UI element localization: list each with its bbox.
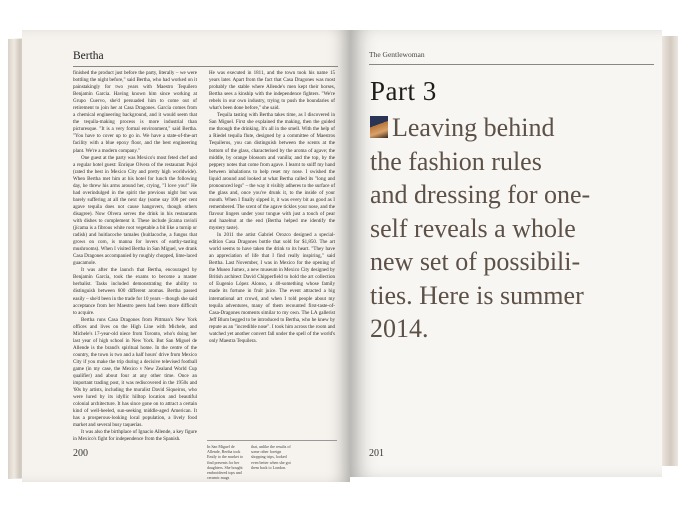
portrait-thumbnail-icon xyxy=(370,116,388,138)
paragraph: Tequila tasting with Bertha takes time, as I discovered in San Miguel. First she explained the making, then the guided me through the drinking. It's all in the smell. With the help of a Riedel tequila flute, designed by a committee of Maestros Tequileros, you can distinguish between the scents at the bottom of the glass, characterised by the aroma of agave; the middle, by orange blossom and vanilla; and the top, by the peppery notes that come from agave. I learnt to sniff my hand between inhalations to help reset my nose. I swished the liquid around and looked at what Bertha called its "long and pronounced legs" – the way it visibly adheres to the surface of the glass and, once you've drunk it, to the inside of your mouth. When I finally sipped it, it was every bit as good as I remembered. The scent of the agave tickles your nose, and the flavour lingers under your tongue with just a touch of pear and hazelnut at the end (Bertha helped me identify the mystery taste). xyxy=(209,112,335,232)
caption-text-2: that, unlike the results of some other foreign shopping trips, looked even better when she got them back to London. xyxy=(251,444,291,470)
running-head-left: Bertha xyxy=(73,50,104,62)
pull-quote xyxy=(370,111,660,346)
pull-quote-line xyxy=(370,111,660,145)
body-column-1 xyxy=(73,70,197,443)
header-rule-left xyxy=(73,66,338,67)
pull-quote-line: and dressing for one- xyxy=(370,180,591,209)
running-head-right: The Gentlewoman xyxy=(369,50,425,59)
header-rule-right xyxy=(369,64,654,65)
paragraph: It was after the launch that Bertha, encouraged by Benjamín García, took the exams to become a master herbalist. Tasks included demonstrating the ability to distinguish between 600 different aromas. Bertha passed easily – she'd been in the trade for 10 years – though she said acceptance from her Maestro peers had been more difficult to acquire. xyxy=(73,267,197,316)
paragraph: He was executed in 1811, and the town took his name 15 years later. Apart from the fact that Casa Dragones was most probably the stable where Allende's men kept their horses, Bertha sees a kinship with the independence fighters. "We're rebels in our own industry, trying to push the boundaries of what's been done before," she said. xyxy=(209,70,335,112)
pull-quote-line: 2014. xyxy=(370,314,429,343)
paragraph: Bertha runs Casa Dragones from Pittman's New York offices and lives on the High Line with Michele, and Michele's 17-year-old niece from Toronto, who's doing her last year of high school in New York. But San Miguel de Allende is the brand's spiritual home. In the centre of the country, the town is two and a half hours' drive from Mexico City if you make the trip during a decisive televised football game (in my case, the Mexico v New Zealand World Cup qualifier) and about four at any other time. Once an important trading post, it was rediscovered in the 1950s and '60s by artists, including the muralist David Siqueiros, who were lured by its idyllic hilltop location and beautiful colonial architecture. It has since gone on to attract a certain kind of well-heeled, sun-seeking middle-aged American. It has a prosperous-looking local population, a lively food market and several busy taquerías. xyxy=(73,316,197,429)
pull-quote-text: Leaving behind xyxy=(392,113,555,142)
body-column-2 xyxy=(209,70,335,345)
page-number-left: 200 xyxy=(73,448,88,459)
pull-quote-line: the fashion rules xyxy=(370,146,542,176)
pull-quote-line: ties. Here is summer xyxy=(370,280,584,310)
paragraph: One guest at the party was Mexico's most feted chef and a regular hotel guest: Enrique Olvera of the restaurant Pujol (rated the best in Mexico City and pretty high worldwide). When Bertha met him at his hotel for lunch the following day, he threw his arms around her, crying, "I love you!" He had overindulged in the spirit the previous night but was barely suffering at all the next day (some say 100 per cent agave tequila does not cause hangovers, though others disagree). Now Olvera serves the drink in his restaurants with dishes to complement it. These include jícama ravioli (jícama is a fibrous white root vegetable a bit like a turnip or radish) and huitlacoche tamales (huitlacoche, a fungus that grows on corn, is manna for lovers of earthy-tasting mushrooms). When I visited Bertha in San Miguel, we drank Casa Dragones accompanied by roughly chopped, lime-laced guacamole. xyxy=(73,154,197,267)
paragraph: finished the product just before the party, literally – we were bottling the night before," said Bertha, who had worked on it painstakingly for two years with Maestro Tequilero Benjamín Garcia. Having known him since working at Grupo Cuervo, she'd persuaded him to come out of retirement to join her at Casa Dragones. García comes from a chemical engineering background, and it would seem that the tequila-making process is more industrial than picturesque. "It is a very formal environment," said Bertha. "You have to cover up to go in. We have a state-of-the-art facility with a blue epoxy floor, and the best engineering plant. We're a modern company." xyxy=(73,70,197,154)
caption-rule xyxy=(207,440,337,441)
caption-text-1: In San Miguel de Allende, Bertha took Emily to the market to find presents for her daughters. She bought embroidered tops and ceramic mugs xyxy=(207,444,243,481)
pull-quote-line: self reveals a whole xyxy=(370,213,576,243)
part-label: Part 3 xyxy=(370,76,437,106)
paragraph: In 2011 the artist Gabriel Orozco designed a special-edition Casa Dragones bottle that sold for $1,850. The art world seems to have taken the drink to its heart. "They have an appreciation of life that I find really inspiring," said Bertha. Last November, I was in Mexico for the opening of the Museo Jumex, a new museum in Mexico City designed by British architect David Chipperfield to hold the art collection of Eugenio López Alonso, a 40-something whose family made its fortune in fruit juice. The event attracted a big international art crowd, and when I told people about my tequila adventures, many of them recounted first-taste-of-Casa-Dragones moments similar to my own. The LA gallerist Jeff Blum begged to be introduced to Bertha, who he knew by repute as an "incredible nose". I took him across the room and watched yet another convert fall under the spell of the world's only Maestra Tequilera. xyxy=(209,232,335,344)
page-number-right: 201 xyxy=(369,448,384,459)
paragraph: It was also the birthplace of Ignacio Allende, a key figure in Mexico's fight for independence from the Spanish. xyxy=(73,429,197,443)
pull-quote-line: new set of possibili- xyxy=(370,247,581,276)
